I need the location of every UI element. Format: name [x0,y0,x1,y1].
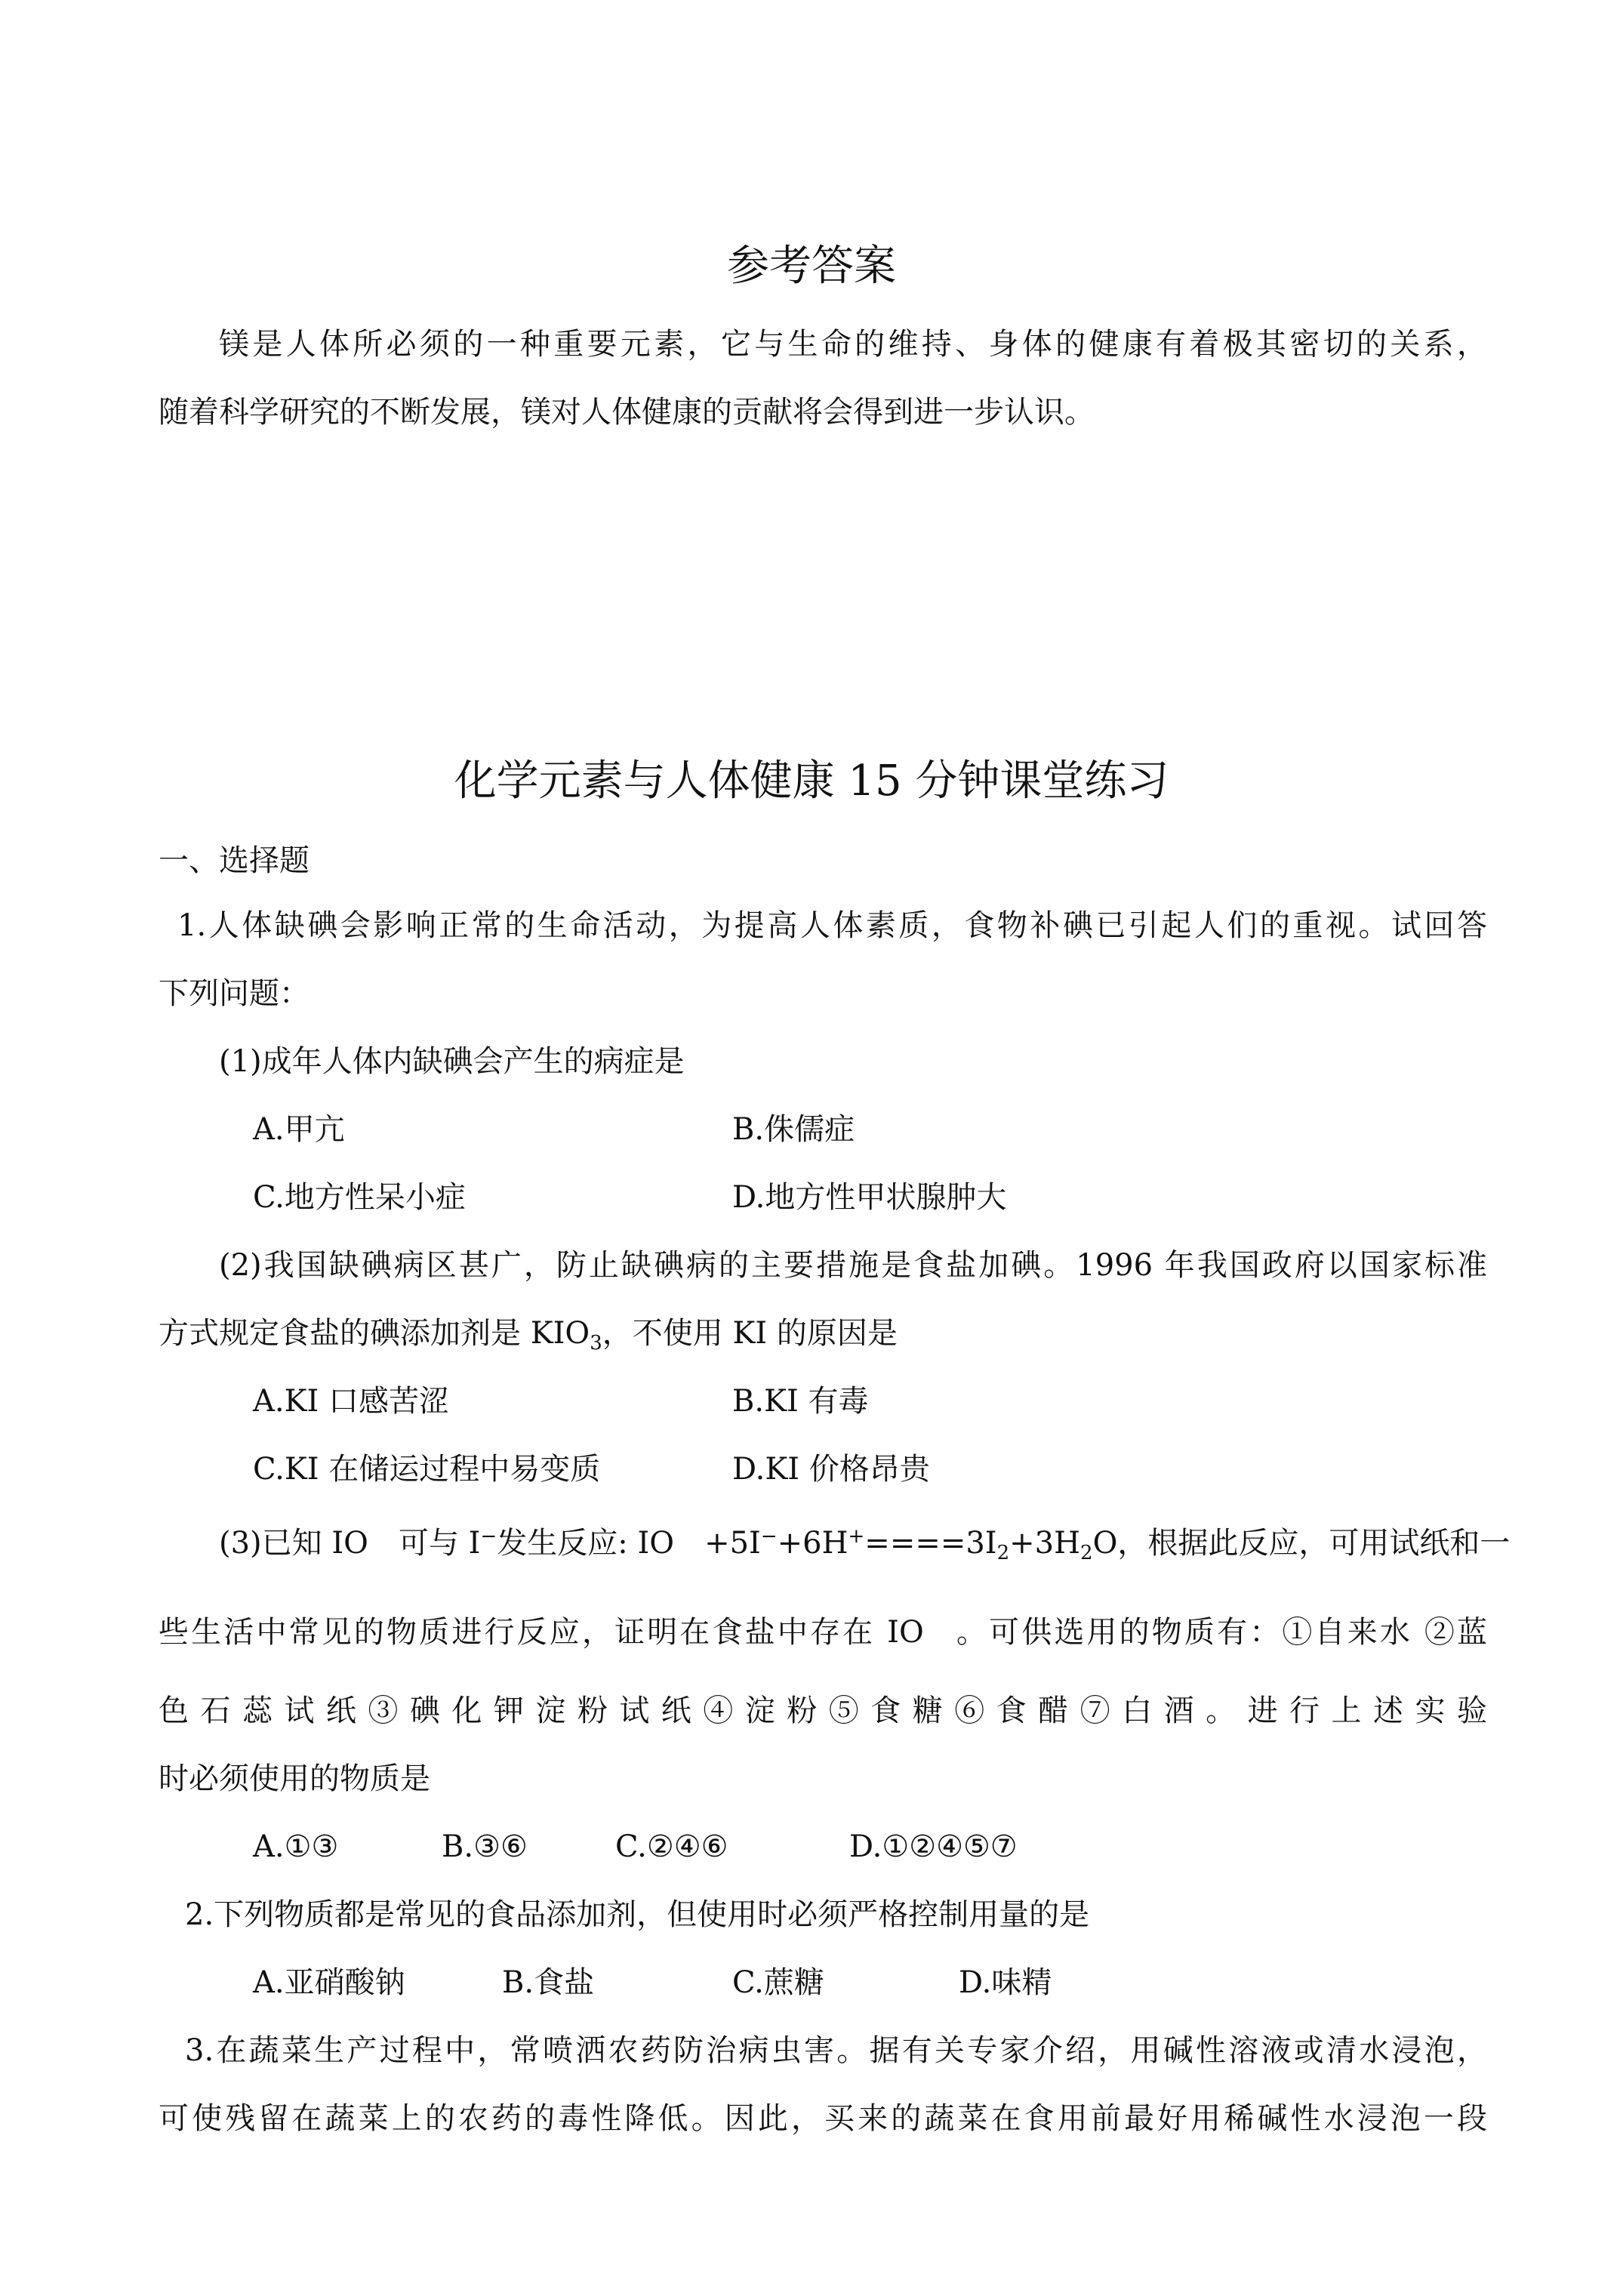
question-1-3-option-c: C.②④⑥ [615,1829,728,1864]
section-heading: 一、选择题 [159,843,310,878]
exercise-title: 化学元素与人体健康 15 分钟课堂练习 [454,757,1169,806]
answer-title: 参考答案 [727,242,896,291]
question-1-3-stem-line-4: 时必须使用的物质是 [159,1761,430,1796]
question-2-stem: 2.下列物质都是常见的食品添加剂，但使用时必须严格控制用量的是 [185,1897,1090,1932]
question-1-3-stem-line-2: 些生活中常见的物质进行反应，证明在食盐中存在 IO 。可供选用的物质有：①自来水 ②蓝 [159,1615,1488,1650]
question-1-stem-line-1: 1.人体缺碘会影响正常的生命活动，为提高人体素质，食物补碘已引起人们的重视。试回答 [177,908,1487,943]
question-1-1-option-d: D.地方性甲状腺肿大 [732,1180,1007,1215]
question-2-option-c: C.蔗糖 [732,1965,824,2000]
question-1-stem-line-2: 下列问题： [159,976,310,1011]
question-1-2-option-d: D.KI 价格昂贵 [732,1452,930,1487]
question-1-3-stem-line-1: (3)已知 IO 可与 I−发生反应: IO $+5I^-+6H^+====3I_2+3H_2O$，根据此反应，可用试纸和一 [219,1525,1511,1564]
question-2-option-d: D.味精 [959,1965,1052,2000]
answer-paragraph-line-2: 随着科学研究的不断发展，镁对人体健康的贡献将会得到进一步认识。 [159,395,1095,430]
question-1-3-option-b: B.③⑥ [442,1829,528,1864]
question-1-2-option-a: A.KI 口感苦涩 [253,1384,449,1419]
question-2-option-b: B.食盐 [502,1965,595,2000]
question-1-1-stem: (1)成年人体内缺碘会产生的病症是 [219,1044,685,1079]
question-3-stem-line-1: 3.在蔬菜生产过程中，常喷洒农药防治病虫害。据有关专家介绍，用碱性溶液或清水浸泡， [185,2033,1487,2068]
question-2-option-a: A.亚硝酸钠 [253,1965,405,2000]
question-1-2-stem-line-1: (2)我国缺碘病区甚广，防止缺碘病的主要措施是食盐加碘。1996 年我国政府以国家标准 [219,1248,1487,1283]
question-1-1-option-b: B.侏儒症 [732,1112,855,1147]
question-1-2-option-b: B.KI 有毒 [732,1384,869,1419]
question-1-3-stem-line-3: 色石蕊试纸③碘化钾淀粉试纸④淀粉⑤食糖⑥食醋⑦白酒。进行上述实验 [159,1693,1488,1728]
question-1-2-stem-line-2: 方式规定食盐的碘添加剂是 $KIO_3$，不使用 KI 的原因是 [159,1316,898,1354]
question-1-2-option-c: C.KI 在储运过程中易变质 [253,1452,601,1487]
question-1-1-option-c: C.地方性呆小症 [253,1180,466,1215]
question-1-3-option-a: A.①③ [253,1829,339,1864]
question-3-stem-line-2: 可使残留在蔬菜上的农药的毒性降低。因此，买来的蔬菜在食用前最好用稀碱性水浸泡一段 [159,2101,1487,2136]
question-1-3-option-d: D.①②④⑤⑦ [849,1829,1018,1864]
question-1-1-option-a: A.甲亢 [253,1112,345,1147]
answer-paragraph-line-1: 镁是人体所必须的一种重要元素，它与生命的维持、身体的健康有着极其密切的关系， [219,327,1487,362]
